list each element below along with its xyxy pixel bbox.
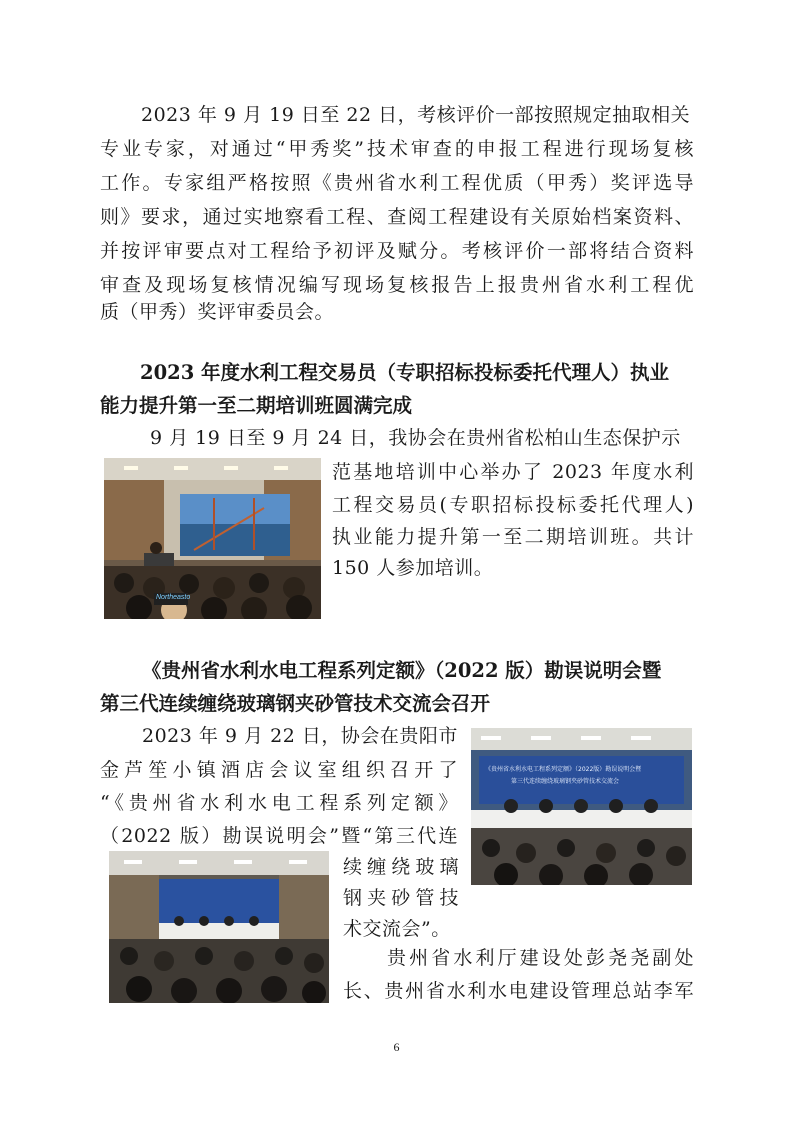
meeting-photo-stage bbox=[471, 728, 692, 885]
training-photo bbox=[104, 458, 321, 619]
section3-body-line-2: 金芦笙小镇酒店会议室组织召开了 bbox=[100, 759, 458, 781]
banner-text-1: 《贵州省水利水电工程系列定额》（2022版）勘误说明会暨 bbox=[485, 766, 642, 773]
banner-text-2: 第三代连续缠绕玻璃钢夹砂管技术交流会 bbox=[511, 778, 620, 785]
section1-line-3: 工作。专家组严格按照《贵州省水利工程优质（甲秀）奖评选导 bbox=[100, 172, 694, 194]
section2-body-line-5: 150 人参加培训。 bbox=[332, 557, 494, 579]
section2-body-line-1: 9 月 19 日至 9 月 24 日，我协会在贵州省松柏山生态保护示 bbox=[150, 427, 681, 449]
photo-shirt-text: Northeasto bbox=[156, 594, 191, 601]
section3-body-line-7: 术交流会”。 bbox=[343, 918, 451, 940]
section3-title-line-2: 第三代连续缠绕玻璃钢夹砂管技术交流会召开 bbox=[100, 692, 491, 715]
page-number: 6 bbox=[393, 1040, 400, 1054]
section1-line-6: 审查及现场复核情况编写现场复核报告上报贵州省水利工程优 bbox=[100, 274, 694, 296]
section2-body-line-3: 工程交易员(专职招标投标委托代理人) bbox=[332, 494, 694, 516]
section2-title-line-1: 2023 年度水利工程交易员（专职招标投标委托代理人）执业 bbox=[140, 361, 670, 384]
section1-line-2: 专业专家，对通过“甲秀奖”技术审查的申报工程进行现场复核 bbox=[100, 138, 694, 160]
section3-body-line-8: 贵州省水利厅建设处彭尧尧副处 bbox=[387, 947, 694, 969]
section3-body-line-4: （2022 版）勘误说明会”暨“第三代连 bbox=[100, 825, 458, 847]
section1-line-7: 质（甲秀）奖评审委员会。 bbox=[100, 301, 335, 323]
section1-line-4: 则》要求，通过实地察看工程、查阅工程建设有关原始档案资料、 bbox=[100, 206, 694, 228]
section3-body-line-1: 2023 年 9 月 22 日，协会在贵阳市 bbox=[142, 725, 458, 747]
section3-body-line-5: 续缠绕玻璃 bbox=[343, 856, 459, 878]
section1-line-1: 2023 年 9 月 19 日至 22 日，考核评价一部按照规定抽取相关 bbox=[141, 104, 691, 126]
section1-line-5: 并按评审要点对工程给予初评及赋分。考核评价一部将结合资料 bbox=[100, 240, 694, 262]
section2-title-line-2: 能力提升第一至二期培训班圆满完成 bbox=[100, 394, 413, 417]
section3-body-line-6: 钢夹砂管技 bbox=[343, 887, 459, 909]
section2-body-line-2: 范基地培训中心举办了 2023 年度水利 bbox=[332, 461, 694, 483]
section2-body-line-4: 执业能力提升第一至二期培训班。共计 bbox=[332, 526, 694, 548]
section3-title-line-1: 《贵州省水利水电工程系列定额》（2022 版）勘误说明会暨 bbox=[142, 659, 662, 682]
section3-body-line-3: “《贵州省水利水电工程系列定额》 bbox=[100, 792, 458, 814]
meeting-photo-audience bbox=[109, 851, 329, 1003]
section3-body-line-9: 长、贵州省水利水电建设管理总站李军 bbox=[343, 980, 694, 1002]
